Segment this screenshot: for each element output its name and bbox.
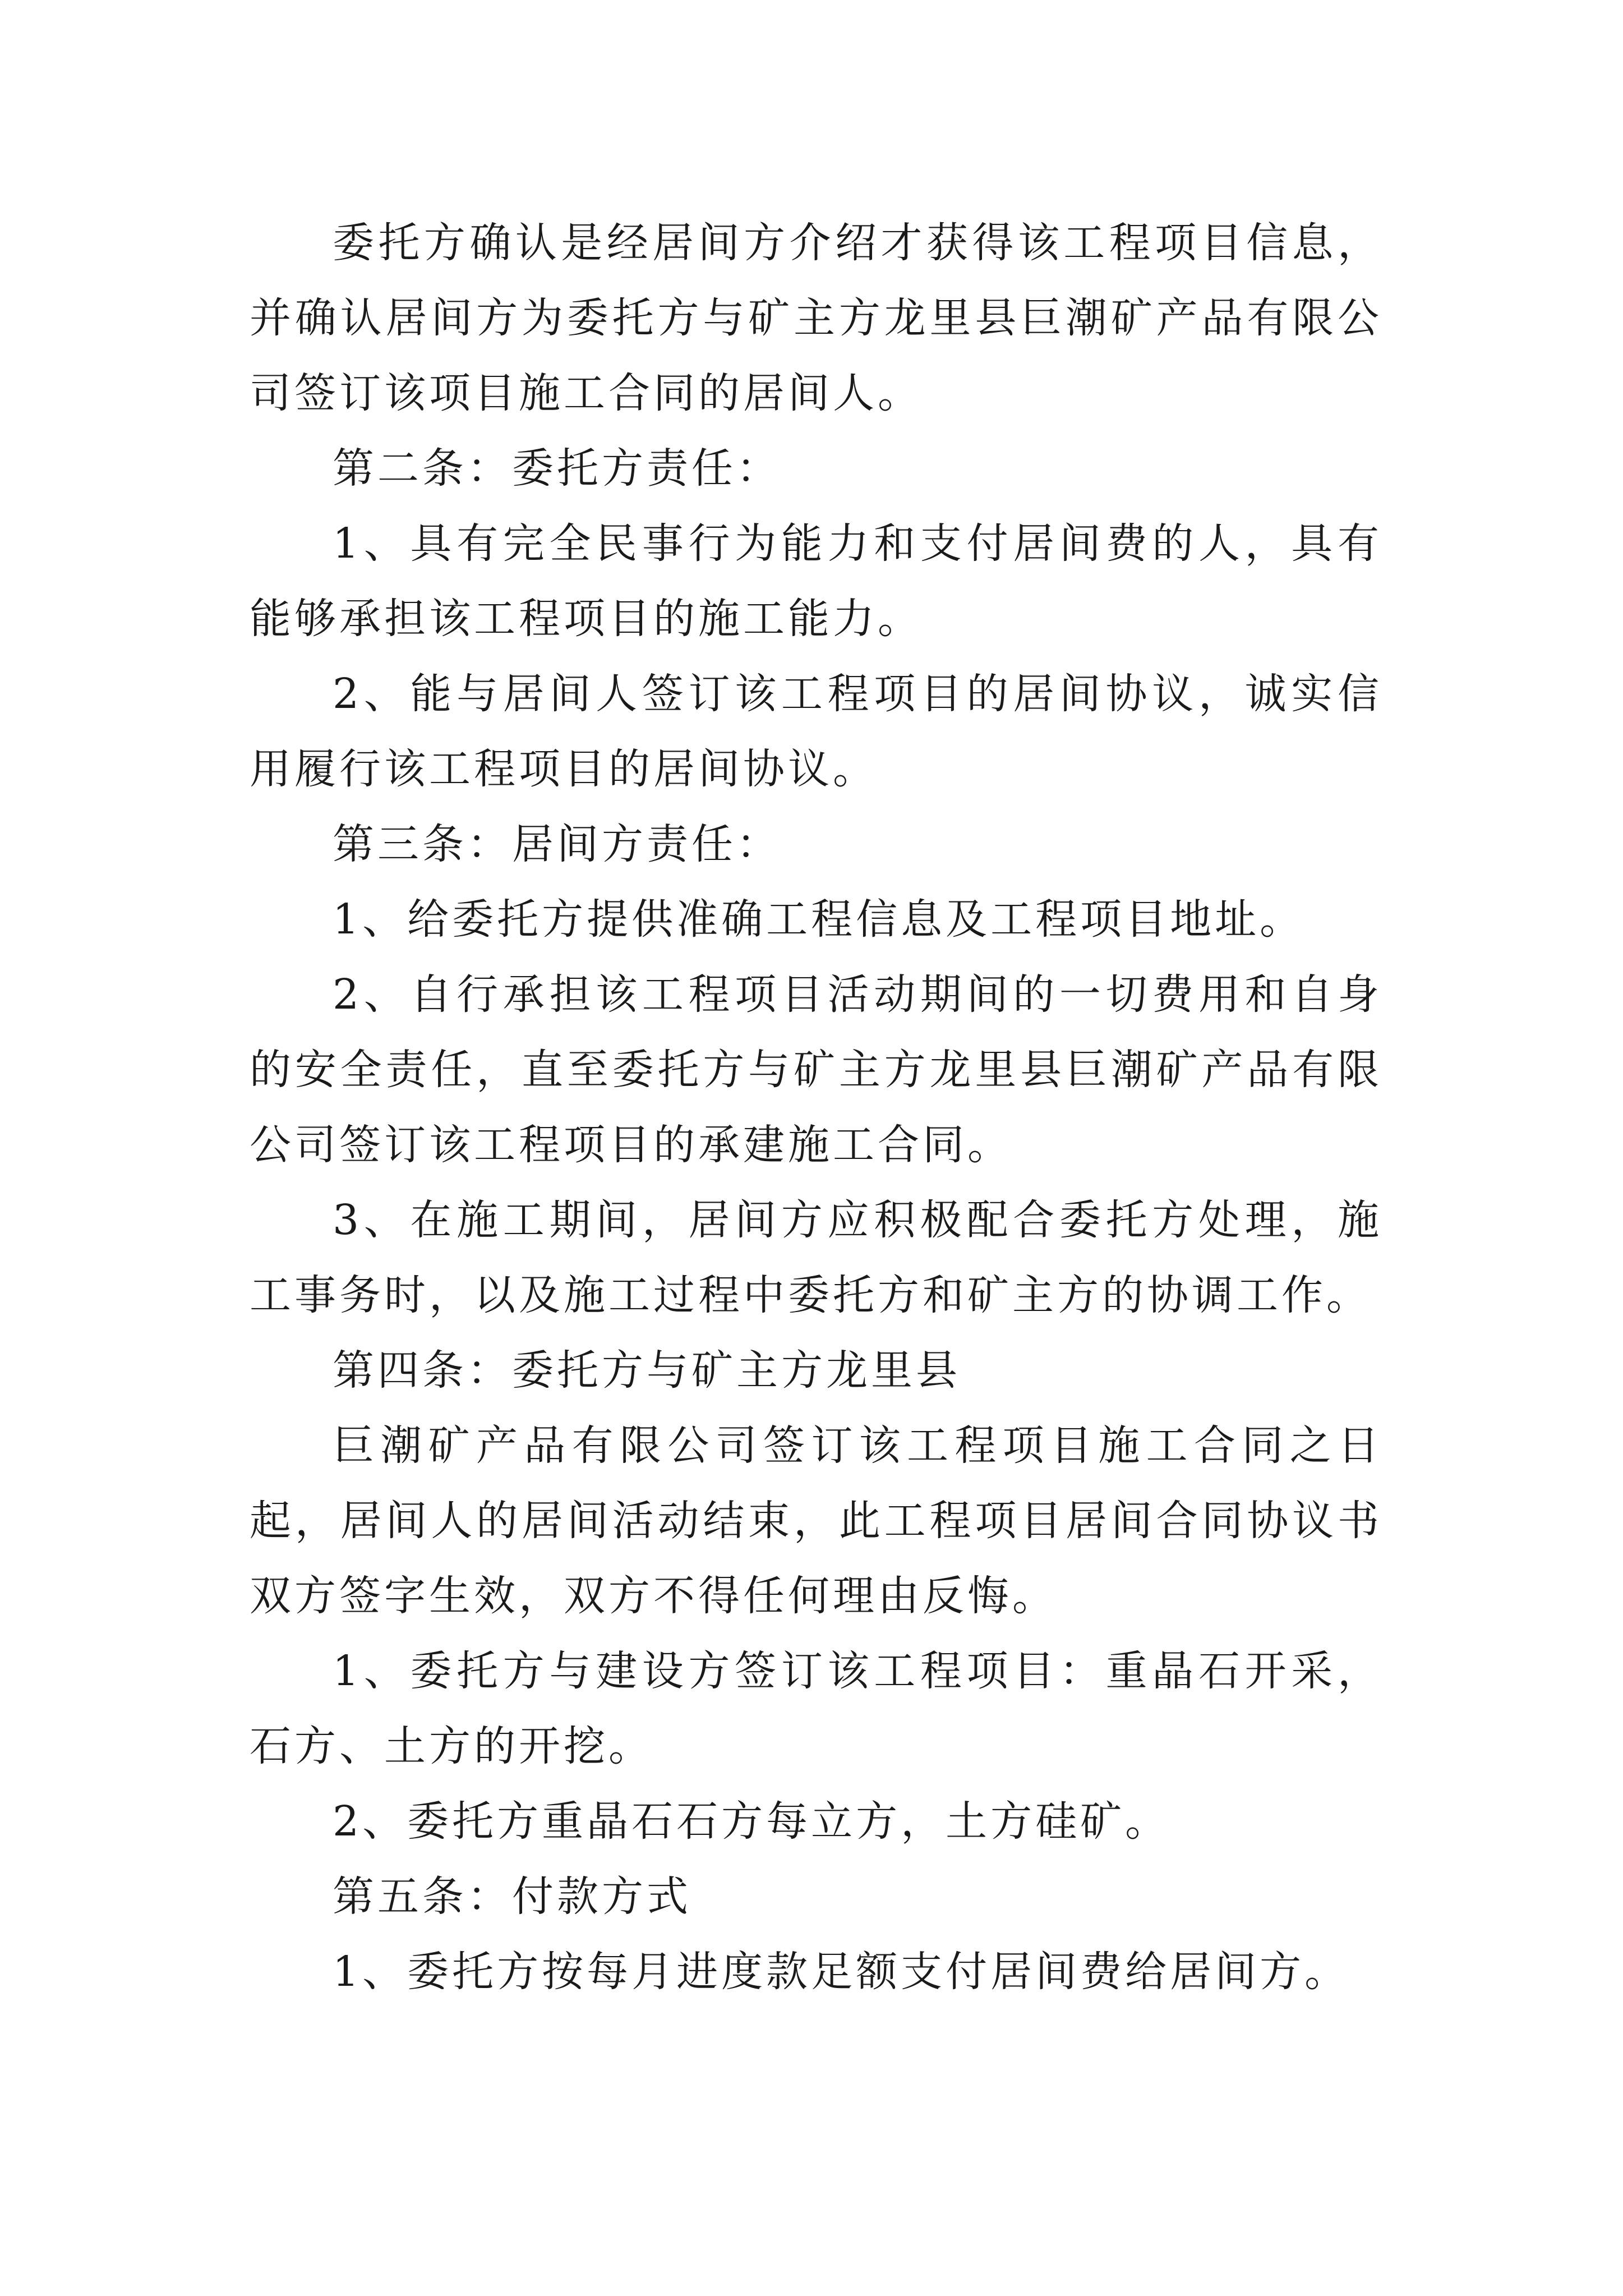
paragraph-article-3-item-3: 3、在施工期间，居间方应积极配合委托方处理，施工事务时，以及施工过程中委托方和矿主方的协调工作。 — [250, 1196, 1382, 1319]
paragraph-article-3-item-2: 2、自行承担该工程项目活动期间的一切费用和自身的安全责任，直至委托方与矿主方龙里县巨潮矿产品有限公司签订该工程项目的承建施工合同。 — [250, 970, 1382, 1169]
paragraph-article-4-item-1: 1、委托方与建设方签订该工程项目：重晶石开采，石方、土方的开挖。 — [250, 1647, 1382, 1770]
paragraph-article-4-body: 巨潮矿产品有限公司签订该工程项目施工合同之日起，居间人的居间活动结束，此工程项目居间合同协议书双方签字生效，双方不得任何理由反悔。 — [250, 1421, 1382, 1620]
paragraph-article-3-item-1: 1、给委托方提供准确工程信息及工程项目地址。 — [333, 895, 1305, 944]
document-body — [250, 205, 1382, 2009]
heading-article-2: 第二条：委托方责任： — [333, 444, 781, 493]
heading-article-4: 第四条：委托方与矿主方龙里县 — [333, 1346, 961, 1395]
paragraph-article-4-item-2: 2、委托方重晶石石方每立方，土方硅矿。 — [333, 1797, 1170, 1846]
heading-article-3: 第三条：居间方责任： — [333, 820, 781, 868]
heading-article-5: 第五条：付款方式 — [333, 1872, 691, 1921]
paragraph-article-2-item-1: 1、具有完全民事行为能力和支付居间费的人，具有能够承担该工程项目的施工能力。 — [250, 519, 1382, 643]
paragraph-article-5-item-1: 1、委托方按每月进度款足额支付居间费给居间方。 — [333, 1948, 1350, 1996]
paragraph-intro: 委托方确认是经居间方介绍才获得该工程项目信息，并确认居间方为委托方与矿主方龙里县巨潮矿产品有限公司签订该项目施工合同的居间人。 — [250, 219, 1382, 417]
paragraph-article-2-item-2: 2、能与居间人签订该工程项目的居间协议，诚实信用履行该工程项目的居间协议。 — [250, 670, 1382, 793]
